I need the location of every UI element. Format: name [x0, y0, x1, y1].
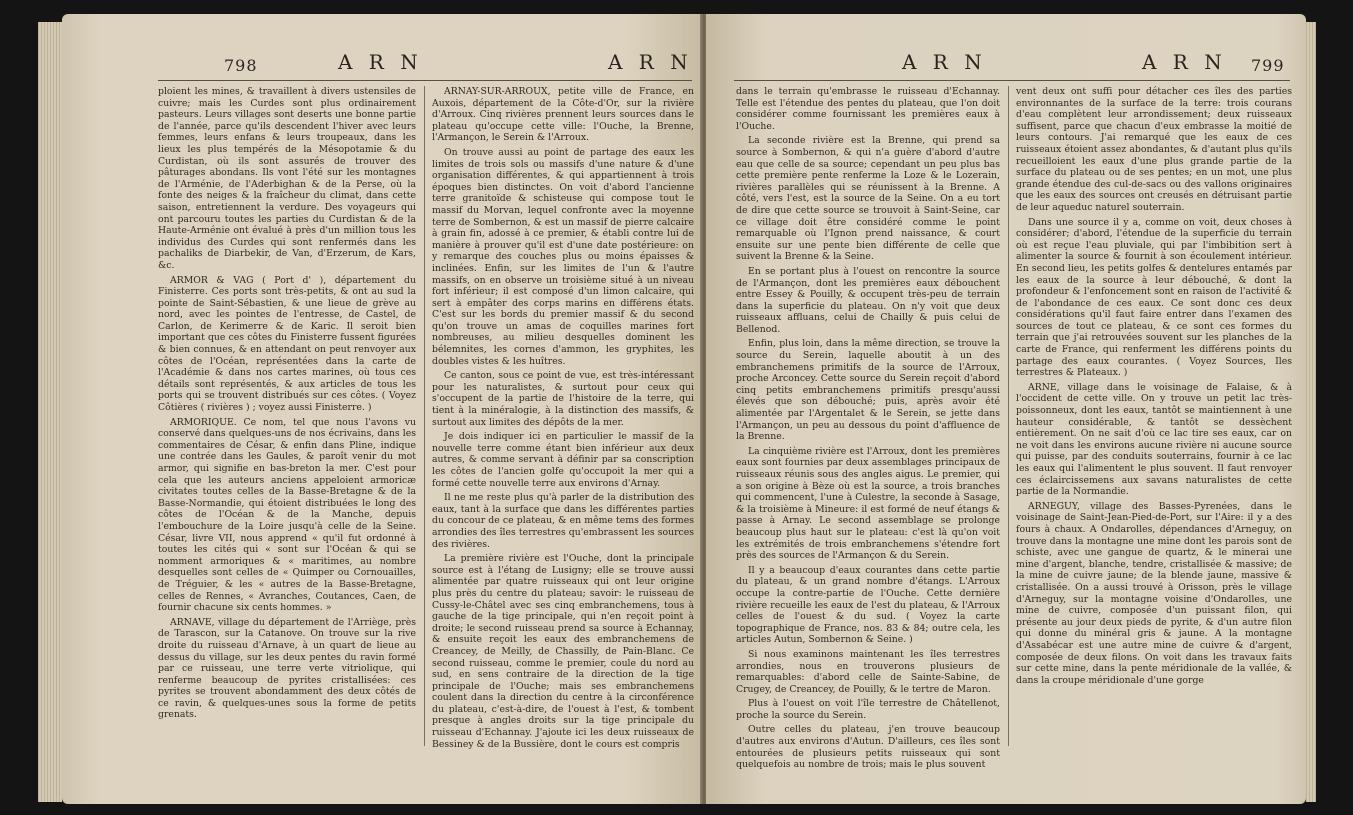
right-running-head-2: A R N: [1142, 50, 1227, 74]
paragraph: ARNAVE, village du département de l'Arriège, près de Tarascon, sur la Catanove. On trouve sur la rive droite du ruisseau d'Arnave, à un quart de lieue au dessus du village, sur les deux pentes du ravin formé par ce ruisseau, une terre verte vitriolique, qui renferme beaucoup de pyrites cristallisées: ces pyrites se trouvent abondamment des deux côtés de ce ravin, & quelques-unes sous la forme de petits grenats.: [158, 616, 416, 721]
right-page-number: 799: [1251, 56, 1285, 75]
paragraph: La première rivière est l'Ouche, dont la principale source est à l'étang de Lusigny; elle se trouve aussi alimentée par quatre ruisseaux qui ont leur origine plus près du centre du plateau; savoir: le ruisseau de Cussy-le-Châtel avec ses cinq embranchemens, tous à gauche de la tige principale, qui n'en reçoit point à droite; le second ruisseau prend sa source à Echannay, & ensuite reçoit les eaux des embranchemens de Creancey, de Meilly, de Chassilly, de Pain-Blanc. Ce second ruisseau, comme le premier, coule du nord au sud, en sens contraire de la direction de la tige principale de l'Ouche; mais ses embranchemens coulent dans la direction du centre à la circonférence du plateau, c'est-à-dire, de l'ouest à l'est, & tombent presque à angles droits sur la tige principale du ruisseau d'Echannay. J'ajoute ici les deux ruisseaux de Bessiney & de la Bussière, dont le cours est compris: [432, 553, 694, 750]
paragraph: ploient les mines, & travaillent à divers ustensiles de cuivre; mais les Curdes sont plus ordinairement pasteurs. Leurs villages sont deserts une bonne partie de l'année, parce qu'ils descendent l'hiver avec leurs femmes, leurs enfans & leurs troupeaux, dans les lieux les plus tempérés de la Mésopotamie & du Curdistan, où ils sont assurés de trouver des pâturages abondans. Ils vont l'été sur les montagnes de l'Arménie, de l'Aderbighan & de la Perse, où la fonte des neiges & la fraîcheur du climat, dans cette saison, entretiennent la verdure. Des voyageurs qui ont parcouru toutes les parties du Curdistan & de la Haute-Arménie ont évalué à près d'un million tous les individus des Curdes qui sont renfermés dans les pachaliks de Diarbekir, de Van, d'Erzerum, de Kars, &c.: [158, 86, 416, 271]
paragraph: Si nous examinons maintenant les îles terrestres arrondies, nous en trouverons plusieurs de remarquables: d'abord celle de Sainte-Sabine, de Crugey, de Creancey, de Pouilly, & le tertre de Maron.: [736, 648, 1000, 695]
right-page: [706, 14, 1306, 804]
paragraph: ARNE, village dans le voisinage de Falaise, & à l'occident de cette ville. On y trouve un petit lac très-poissonneux, dont les eaux, tantôt se maintiennent à une hauteur considérable, & tantôt se dessèchent entièrement. On ne sait d'où ce lac tire ses eaux, car on ne voit dans les environs aucune rivière ni aucune source qui puisse, par des conduits souterrains, fournir à ce lac les eaux qui l'alimentent le plus souvent. Il faut renvoyer ces éclaircissemens aux savans naturalistes de cette partie de la Normandie.: [1016, 381, 1292, 498]
paragraph: dans le terrain qu'embrasse le ruisseau d'Echannay. Telle est l'étendue des pentes du plateau, que l'on doit considérer comme fournissant les premières eaux à l'Ouche.: [736, 86, 1000, 132]
left-running-head-1: A R N: [338, 50, 423, 74]
left-page-edges: [38, 22, 62, 802]
paragraph: Ce canton, sous ce point de vue, est très-intéressant pour les naturalistes, & surtout pour ceux qui s'occupent de la partie de l'histoire de la terre, qui tient à la minéralogie, à la distinction des massifs, & surtout aux limites des dépôts de la mer.: [432, 370, 694, 428]
right-column-divider: [1008, 86, 1009, 746]
paragraph: ARMOR & VAG ( Port d' ), département du Finisterre. Ces ports sont très-petits, & ont au sud la pointe de Saint-Sébastien, & une lieue de grève au nord, avec les pointes de l'entresse, de Castel, de Carlon, de Kerimerre & de Karic. Il seroit bien important que ces côtes du Finisterre fussent figurées & bien connues, & en attendant on peut renvoyer aux côtes de l'Océan, représentées dans la carte de l'Académie & dans nos cartes marines, où tous ces détails sont représentés, & aux articles de tous les ports qui se trouvent distribués sur ces côtes. ( Voyez Côtières ( rivières ) ; voyez aussi Finisterre. ): [158, 274, 416, 414]
paragraph: Dans une source il y a, comme on voit, deux choses à considérer; d'abord, l'étendue de la superficie du terrain où est reçue l'eau pluviale, qui par l'imbibition sert à alimenter la source & fournit à son écoulement intérieur. En second lieu, les petits golfes & dentelures entamés par les eaux de la source à leur débouché, & dont la profondeur & l'enfoncement sont en raison de l'activité & de l'abondance de ces eaux. Ce sont donc ces deux considérations qu'il faut faire entrer dans l'examen des sources de tout ce plateau, & ce sont ces formes du terrain que j'ai retrouvées souvent sur les planches de la carte de France, qui renferment les différens points du partage des eaux courantes. ( Voyez Sources, Iles terrestres & Plateaux. ): [1016, 216, 1292, 379]
left-column-1: [158, 86, 416, 776]
right-column-2: [1016, 86, 1292, 776]
paragraph: En se portant plus à l'ouest on rencontre la source de l'Armançon, dont les premières eaux débouchent entre Essey & Pouilly, & occupent très-peu de terrain dans la superficie du plateau. On n'y voit que deux ruisseaux affluans, celui de Chailly & puis celui de Bellenod.: [736, 265, 1000, 335]
paragraph: ARNEGUY, village des Basses-Pyrenées, dans le voisinage de Saint-Jean-Pied-de-Port, sur l'Aire: il y a des fours à chaux. A Ondarolles, dépendances d'Arneguy, on trouve dans la montagne une mine dont les parois sont de schiste, avec une gangue de quartz, & le minerai une mine d'argent, blanche, tendre, cristallisée & massive; de la mine de cuivre jaune; de la blende jaune, massive & cristallisée. On a aussi trouvé à Orisson, près le village d'Arneguy, sur la montagne voisine d'Ondarolles, une mine de cuivre, composée d'un puissant filon, qui présente au jour deux pieds de pyrite, & d'un autre filon qui donne du minéral gris & jaune. A la montagne d'Assabécar est une autre mine de cuivre & d'argent, composée de deux filons. On voit dans les travaux faits sur cette mine, dans la pente méridionale de la vallée, & dans la croupe méridionale d'une gorge: [1016, 500, 1292, 686]
paragraph: ARNAY-SUR-ARROUX, petite ville de France, en Auxois, département de la Côte-d'Or, sur la rivière d'Arroux. Cinq rivières prennent leurs sources dans le plateau qu'occupe cette ville: l'Ouche, la Brenne, l'Armançon, le Serein & l'Arroux.: [432, 86, 694, 144]
left-column-divider: [424, 86, 425, 746]
right-header-rule: [734, 80, 1290, 81]
right-page-edges: [1306, 22, 1316, 802]
paragraph: vent deux ont suffi pour détacher ces îles des parties environnantes de la surface de la terre: trois courans d'eau complètent leur arrondissement; deux ruisseaux suffisent, parce que chacun d'eux embrasse la moitié de leurs contours. J'ai remarqué que les eaux de ces ruisseaux étoient assez abondantes, & d'autant plus qu'ils recueilloient les eaux d'une plus grande partie de la surface du plateau ou de ses pentes; en un mot, une plus grande étendue des cul-de-sacs ou des vallons originaires que les eaux des sources ont creusés en détruisant partie de leur aqueduc naturel souterrain.: [1016, 86, 1292, 213]
left-page-number: 798: [224, 56, 258, 75]
left-page: [62, 14, 702, 804]
paragraph: Il ne me reste plus qu'à parler de la distribution des eaux, tant à la surface que dans les différentes parties du concour de ce plateau, & en même tems des formes arrondies des îles terrestres qu'embrassent les sources des rivières.: [432, 492, 694, 550]
paragraph: Plus à l'ouest on voit l'île terrestre de Châtellenot, proche la source du Serein.: [736, 698, 1000, 721]
paragraph: Enfin, plus loin, dans la même direction, se trouve la source du Serein, laquelle aboutit à un des embranchemens primitifs de la source de l'Arroux, proche Arconcey. Cette source du Serein reçoit d'abord cinq petits embranchemens primitifs presqu'aussi élevés que son débouché; puis, après avoir été alimentée par l'Argentalet & le Serein, se jette dans l'Armançon, un peu au dessous du point d'affluence de la Brenne.: [736, 338, 1000, 443]
paragraph: La seconde rivière est la Brenne, qui prend sa source à Sombernon, & qui n'a guère d'abord d'autre eau que celle de sa source; cependant un peu plus bas cette première pente renferme la Loze & le Lozerain, rivières parallèles qui se réunissent à la Brenne. A côté, vers l'est, est la source de la Seine. On a eu tort de dire que cette source se trouvoit à Saint-Seine, car ce village doit être considéré comme le point remarquable où l'Ignon prend naissance, & court ensuite sur une pente bien différente de celle que suivent la Brenne & la Seine.: [736, 135, 1000, 263]
right-column-1: [736, 86, 1000, 776]
left-running-head-2: A R N: [608, 50, 693, 74]
left-column-2: [432, 86, 694, 776]
paragraph: Il y a beaucoup d'eaux courantes dans cette partie du plateau, & un grand nombre d'étangs. L'Arroux occupe la contre-partie de l'Ouche. Cette dernière rivière recueille les eaux de l'est du plateau, & l'Arroux celles de l'ouest & du sud. ( Voyez la carte topographique de France, nos. 83 & 84; outre cela, les articles Autun, Sombernon & Seine. ): [736, 564, 1000, 646]
right-running-head-1: A R N: [902, 50, 987, 74]
paragraph: On trouve aussi au point de partage des eaux les limites de trois sols ou massifs d'une nature & d'une organisation différentes, & qui appartiennent à trois époques bien distinctes. On voit d'abord l'ancienne terre granitoïde & schisteuse qui compose tout le massif du Morvan, lequel confronte avec la moyenne terre de Sombernon, & est un massif de pierre calcaire à grain fin, adossé à ce premier, & établi contre lui de manière à prouver qu'il est d'une date postérieure: on y remarque des couches plus ou moins épaisses & inclinées. Enfin, sur les limites de l'un & l'autre massifs, on en observe un troisième situé à un niveau fort inférieur; il est composé d'un limon calcaire, qui sert à empâter des corps marins en différens états. C'est sur les bords du premier massif & du second qu'on trouve un amas de coquilles marines fort nombreuses, au milieu desquelles dominent les bélemnites, les cornes d'ammon, les gryphites, les doubles vistes & les huîtres.: [432, 146, 694, 367]
left-header-rule: [158, 80, 692, 81]
paragraph: ARMORIQUE. Ce nom, tel que nous l'avons vu conservé dans quelques-uns de nos écrivains, dans les commentaires de César, & enfin dans Pline, indique une contrée dans les Gaules, & paroît venir du mot armor, qui signifie en bas-breton la mer. C'est pour cela que les auteurs anciens appeloient armoricæ civitates toutes celles de la Basse-Bretagne & de la Basse-Normandie, qui étoient distribuées le long des côtes de l'Océan & de la Manche, depuis l'embouchure de la Loire jusqu'à celle de la Seine. César, livre VII, nous apprend « qu'il fut ordonné à toutes les cités qui « sont sur l'Océan & qui se nomment armoriques & « maritimes, au nombre desquelles sont celles de « Quimper ou Cornouailles, de Tréguier, & les « autres de la Basse-Bretagne, celles de Rennes, « Avranches, Coutances, Caen, de fournir chacune six cents hommes. »: [158, 416, 416, 614]
paragraph: Outre celles du plateau, j'en trouve beaucoup d'autres aux environs d'Autun. D'ailleurs, ces îles sont entourées de plusieurs petits ruisseaux qui sont quelquefois au nombre de trois; mais le plus souvent: [736, 724, 1000, 771]
paragraph: La cinquième rivière est l'Arroux, dont les premières eaux sont fournies par deux assemblages principaux de ruisseaux réunis sous des angles aigus. Le premier, qui a son origine à Bèze où est la source, a trois branches qui commencent, l'une à Culestre, la seconde à Sasage, & la troisième à Mineure: il est formé de neuf étangs & passe à Arnay. Le second assemblage se prolonge beaucoup plus haut sur le plateau: c'est là qu'on voit les extrémités de trois embranchemens s'étendre fort près des sources de l'Armançon & du Serein.: [736, 445, 1000, 562]
paragraph: Je dois indiquer ici en particulier le massif de la nouvelle terre comme étant bien inférieur aux deux autres, & comme servant à définir par sa conscription les côtes de l'ancien golfe qu'occupoit la mer qui a formé cette nouvelle terre aux environs d'Arnay.: [432, 431, 694, 489]
